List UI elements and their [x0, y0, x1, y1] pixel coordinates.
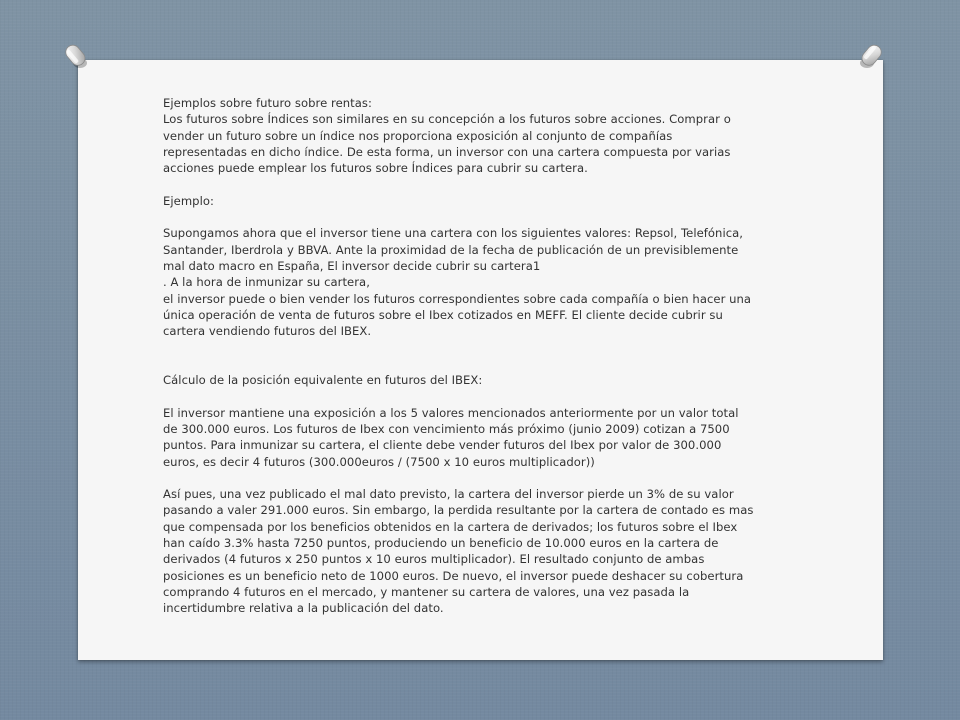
spacer: [163, 176, 748, 192]
spacer: [163, 388, 748, 404]
paragraph-intro: [163, 95, 748, 176]
paragraph-ejemplo-heading: [163, 193, 748, 209]
text-line: Así pues, una vez publicado el mal dato previsto, la cartera del inversor pierde un 3% de su valor: [163, 487, 734, 502]
text-line: vender un futuro sobre un índice nos proporciona exposición al conjunto de compañías: [163, 128, 673, 143]
text-line: El inversor mantiene una exposición a los 5 valores mencionados anteriormente por un valor total: [163, 405, 739, 420]
spacer: [163, 470, 748, 486]
spacer: [163, 209, 748, 225]
text-line: representadas en dicho índice. De esta forma, un inversor con una cartera compuesta por varias: [163, 144, 731, 159]
text-line: posiciones es un beneficio neto de 1000 euros. De nuevo, el inversor puede deshacer su cobertura: [163, 568, 744, 583]
text-line: comprando 4 futuros en el mercado, y mantener su cartera de valores, una vez pasada la: [163, 584, 690, 599]
text-line: derivados (4 futuros x 250 puntos x 10 euros multiplicador). El resultado conjunto de ambas: [163, 552, 705, 567]
text-line: acciones puede emplear los futuros sobre Índices para cubrir su cartera.: [163, 161, 588, 176]
text-line: mal dato macro en España, El inversor decide cubrir su cartera1: [163, 258, 541, 273]
text-line: puntos. Para inmunizar su cartera, el cliente debe vender futuros del Ibex por valor de 300.000: [163, 438, 722, 453]
slide-body-text: [163, 95, 754, 617]
text-line: pasando a valer 291.000 euros. Sin embargo, la perdida resultante por la cartera de contado es mas: [163, 503, 754, 518]
text-line: que compensada por los beneficios obtenidos en la cartera de derivados; los futuros sobre el Ibex: [163, 519, 738, 534]
text-line: Los futuros sobre Índices son similares en su concepción a los futuros sobre acciones. Comprar o: [163, 112, 731, 127]
text-line: Supongamos ahora que el inversor tiene una cartera con los siguientes valores: Repsol, Telefónica,: [163, 226, 744, 241]
text-line: Ejemplo:: [163, 193, 214, 208]
paragraph-calculo: [163, 405, 748, 470]
paragraph-calculo-heading: [163, 372, 748, 388]
text-line: han caído 3.3% hasta 7250 puntos, produciendo un beneficio de 10.000 euros en la cartera de: [163, 536, 719, 551]
pushpin-icon: [853, 38, 889, 74]
text-line: de 300.000 euros. Los futuros de Ibex con vencimiento más próximo (junio 2009) cotizan a 7500: [163, 421, 730, 436]
text-line: Cálculo de la posición equivalente en futuros del IBEX:: [163, 373, 483, 388]
paragraph-conclusion: [163, 486, 754, 616]
text-line: única operación de venta de futuros sobre el Ibex cotizados en MEFF. El cliente decide cubrir su: [163, 307, 723, 322]
spacer: [163, 339, 748, 372]
pushpin-icon: [58, 38, 94, 74]
text-line: Santander, Iberdrola y BBVA. Ante la proximidad de la fecha de publicación de un previsiblemente: [163, 242, 739, 257]
text-line: euros, es decir 4 futuros (300.000euros / (7500 x 10 euros multiplicador)): [163, 454, 595, 469]
text-line: el inversor puede o bien vender los futuros correspondientes sobre cada compañía o bien hacer una: [163, 291, 752, 306]
text-line: . A la hora de inmunizar su cartera,: [163, 275, 370, 290]
text-line: incertidumbre relativa a la publicación del dato.: [163, 601, 444, 616]
text-line: cartera vendiendo futuros del IBEX.: [163, 324, 372, 339]
paragraph-example: [163, 225, 752, 339]
text-line: Ejemplos sobre futuro sobre rentas:: [163, 96, 372, 110]
